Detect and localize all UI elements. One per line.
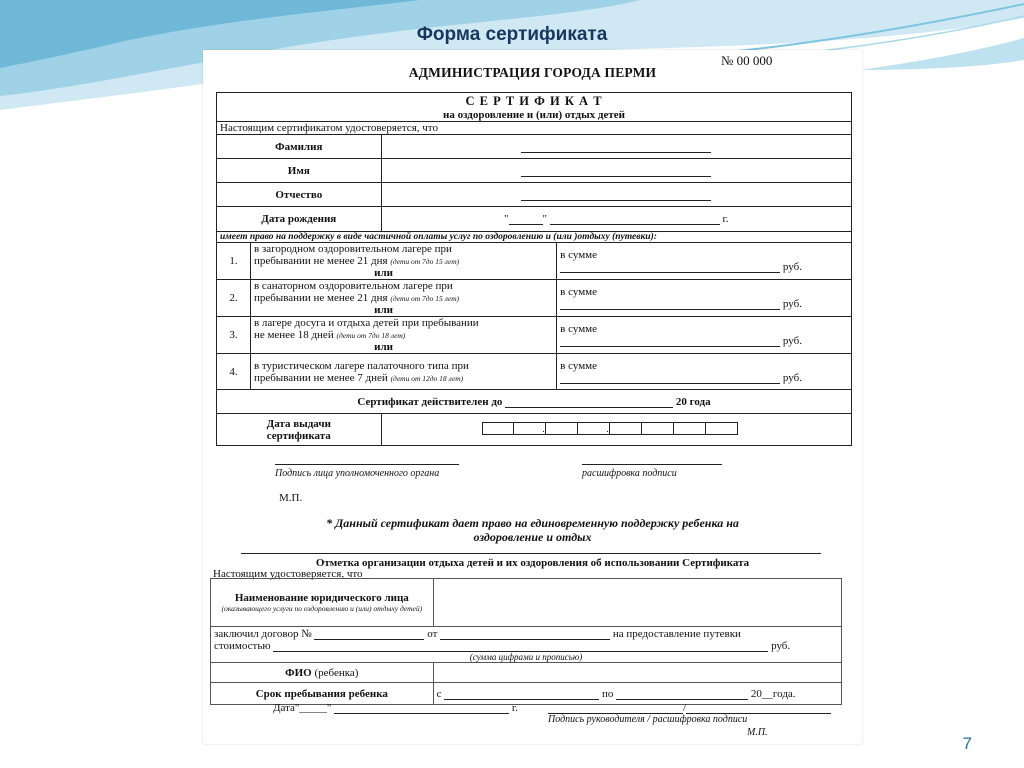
cost-note: (сумма цифрами и прописью) [469,651,583,662]
stay-to: по [602,687,614,700]
option-number: 3. [217,317,251,354]
option-line1: в загородном оздоровительном лагере при [253,243,452,255]
option-line1: в санаторном оздоровительном лагере при [253,280,453,292]
option-description [250,243,556,280]
option-age-note: (дети от 7до 15 лет) [390,257,460,266]
date-box[interactable] [546,422,578,435]
right-statement: имеет право на поддержку в виде частичной оплаты услуг по оздоровлению и (или )отдыху (путевки): [217,232,852,243]
sum-label: в сумме [560,249,597,261]
option-line1: в туристическом лагере палаточного типа при [253,359,469,372]
fio-bold: ФИО [285,666,312,679]
slide-title: Форма сертификата [416,24,608,45]
slide-number: 7 [962,734,972,753]
option-sum[interactable] [557,280,852,317]
valid-until-row[interactable] [217,390,852,414]
rub-label: руб. [771,639,791,652]
rub-label: руб. [782,261,802,273]
sum-label: в сумме [560,286,597,298]
legal-entity-title: Наименование юридического лица [234,592,409,604]
name-field[interactable] [381,159,851,183]
rub-label: руб. [782,371,802,384]
year-abbr: г. [722,213,729,225]
rub-label: руб. [782,335,802,347]
attests-text: Настоящим сертификатом удостоверяется, что [217,122,852,135]
issue-date-line2: сертификата [266,429,331,442]
date-box[interactable] [706,422,738,435]
option-age-note: (дети от 7до 18 лет) [336,331,406,340]
stay-from: с [436,687,442,700]
cost-label: стоимостью [214,639,271,652]
head-signature-caption: Подпись руководителя / расшифровка подписи [548,714,748,725]
date-row[interactable] [273,702,518,714]
option-number: 4. [217,354,251,390]
decode-signature-caption: расшифровка подписи [582,468,677,479]
option-age-note: (дети от 12до 18 лет) [390,373,464,383]
official-signature-caption: Подпись лица уполномоченного органа [275,468,440,479]
quote-open: " [504,213,509,225]
legal-entity-note: (оказывающего услуги по оздоровлению и (или) отдыху детей) [221,604,423,613]
sum-label: в сумме [560,359,597,372]
stay-period-label: Срок пребывания ребенка [211,683,434,705]
usage-attests: Настоящим удостоверяется, что [213,568,363,580]
patronymic-label: Отчество [217,183,382,207]
official-signature-line[interactable] [275,464,459,465]
certificate-table [216,92,852,446]
certificate-header [217,93,852,122]
date-box[interactable]: . [578,422,610,435]
date-box[interactable] [674,422,706,435]
option-line2: пребывании не менее 7 дней [253,371,388,384]
stay-year: 20__года. [750,687,796,700]
rub-label: руб. [782,298,802,310]
date-box[interactable] [642,422,674,435]
certificate-title: С Е Р Т И Ф И К А Т [465,93,603,108]
date-year: г. [511,702,518,714]
valid-until-label: Сертификат действителен до [357,395,503,408]
date-box[interactable]: . [514,422,546,435]
issue-date-field[interactable] [381,414,851,446]
option-description [250,280,556,317]
date-box[interactable] [482,422,514,435]
child-fio-field[interactable] [433,663,841,683]
birth-date-label: Дата рождения [217,207,382,232]
legal-entity-label [211,579,434,627]
issue-date-line1: Дата выдачи [266,417,331,430]
option-description [250,317,556,354]
note-line1: * Данный сертификат дает право на единовременную поддержку ребенка на [326,516,739,530]
contract-from: от [427,627,438,640]
contract-row[interactable] [211,627,842,663]
contract-suffix: на предоставление путевки [612,627,741,640]
slash: / [683,702,687,714]
option-line2: пребывании не менее 21 дня [253,292,388,304]
stamp-place-2: М.П. [747,727,768,738]
valid-year: 20 года [675,395,711,408]
option-description [250,354,556,390]
date-label: Дата"_____" [273,702,332,714]
option-sum[interactable] [557,354,852,390]
decode-signature-line[interactable] [582,464,722,465]
stamp-place: М.П. [279,492,303,504]
certificate-form [203,50,862,744]
contract-prefix: заключил договор № [214,627,312,640]
surname-field[interactable] [381,135,851,159]
option-number: 2. [217,280,251,317]
sum-label: в сумме [560,323,597,335]
option-or: или [374,341,393,353]
child-fio-label [211,663,434,683]
fio-rest: (ребенка) [314,666,359,679]
option-row-2 [217,280,852,317]
option-number: 1. [217,243,251,280]
head-signature-row[interactable] [548,702,831,714]
option-or: или [374,267,393,279]
birth-date-field[interactable] [381,207,851,232]
legal-entity-field[interactable] [433,579,841,627]
name-label: Имя [217,159,382,183]
quote-close: " [542,213,548,225]
option-row-1 [217,243,852,280]
surname-label: Фамилия [217,135,382,159]
option-row-3 [217,317,852,354]
issue-date-label [217,414,382,446]
option-sum[interactable] [557,317,852,354]
administration-title: АДМИНИСТРАЦИЯ ГОРОДА ПЕРМИ [408,65,657,80]
option-sum[interactable] [557,243,852,280]
option-line2: не менее 18 дней [253,329,334,341]
divider [241,553,821,554]
usage-table [210,578,842,705]
option-row-4 [217,354,852,390]
usage-title: Отметка организации отдыха детей и их оздоровления об использовании Сертификата [315,557,750,569]
option-or: или [374,304,393,316]
certificate-subtitle: на оздоровление и (или) отдых детей [443,108,625,121]
option-line1: в лагере досуга и отдыха детей при пребывании [253,317,479,329]
date-box[interactable] [610,422,642,435]
option-line2: пребывании не менее 21 дня [253,255,388,267]
option-age-note: (дети от 7до 15 лет) [390,294,460,303]
note-line2: оздоровление и отдых [473,530,592,544]
serial-number: № 00 000 [721,53,773,68]
patronymic-field[interactable] [381,183,851,207]
